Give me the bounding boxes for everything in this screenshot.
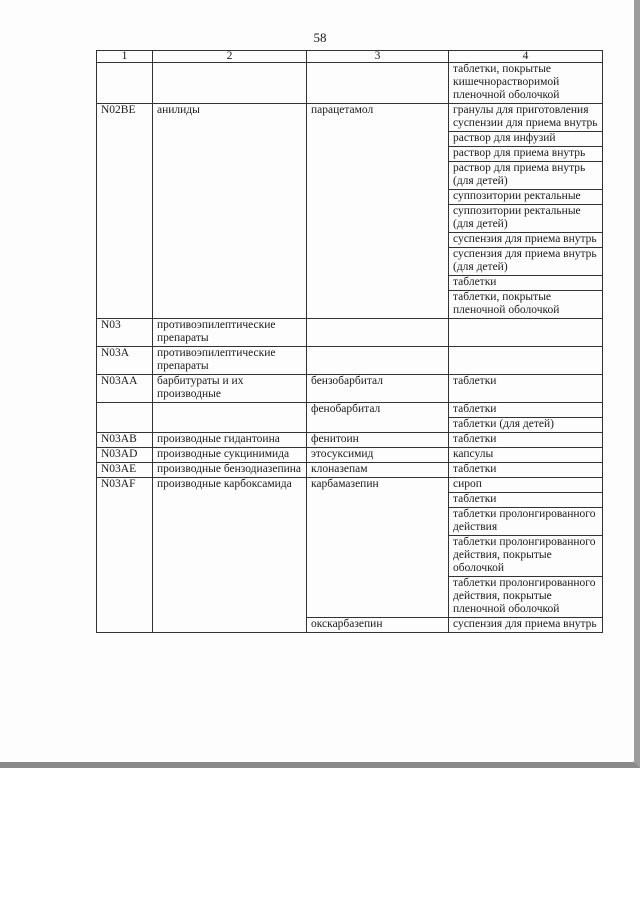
cell-code: N03AD [97, 448, 153, 463]
cell-drug: фенитоин [307, 433, 449, 448]
col-header-1: 1 [97, 51, 153, 63]
cell-form [449, 319, 603, 347]
cell-group: барбитураты и их производные [153, 375, 307, 403]
cell-form: капсулы [449, 448, 603, 463]
cell-form: раствор для приема внутрь (для детей) [449, 162, 603, 190]
col-header-2: 2 [153, 51, 307, 63]
cell-form: раствор для приема внутрь [449, 147, 603, 162]
table-row [97, 347, 603, 375]
cell-drug: бензобарбитал [307, 375, 449, 403]
table-row [97, 433, 603, 448]
table-row [97, 104, 603, 132]
drug-list-table [96, 50, 603, 633]
cell-group: производные гидантоина [153, 433, 307, 448]
cell-form: таблетки [449, 375, 603, 403]
cell-form: таблетки (для детей) [449, 418, 603, 433]
cell-form: суспензия для приема внутрь [449, 618, 603, 633]
cell-drug: клоназепам [307, 463, 449, 478]
table-row [97, 463, 603, 478]
cell-form: таблетки [449, 403, 603, 418]
cell-code: N03A [97, 347, 153, 375]
col-header-4: 4 [449, 51, 603, 63]
cell-group: анилиды [153, 104, 307, 319]
cell-group: производные бензодиазепина [153, 463, 307, 478]
cell-code: N03AB [97, 433, 153, 448]
cell-form: суппозитории ректальные [449, 190, 603, 205]
cell-drug: парацетамол [307, 104, 449, 319]
cell-group [153, 403, 307, 433]
cell-code [97, 63, 153, 104]
cell-form [449, 347, 603, 375]
col-header-3: 3 [307, 51, 449, 63]
cell-form: раствор для инфузий [449, 132, 603, 147]
cell-drug: окскарбазепин [307, 618, 449, 633]
cell-form: таблетки [449, 463, 603, 478]
cell-form: таблетки [449, 276, 603, 291]
cell-code: N03AA [97, 375, 153, 403]
cell-group: противоэпилептические препараты [153, 347, 307, 375]
cell-form: гранулы для приготовления суспензии для приема внутрь [449, 104, 603, 132]
cell-form: суппозитории ректальные (для детей) [449, 205, 603, 233]
cell-code: N02BE [97, 104, 153, 319]
cell-drug: фенобарбитал [307, 403, 449, 433]
cell-drug [307, 63, 449, 104]
cell-form: таблетки [449, 493, 603, 508]
cell-code [97, 403, 153, 433]
cell-drug: этосуксимид [307, 448, 449, 463]
cell-drug [307, 347, 449, 375]
cell-group [153, 63, 307, 104]
cell-code: N03AE [97, 463, 153, 478]
table-row [97, 403, 603, 418]
cell-form: таблетки пролонгированного действия, покрытые оболочкой [449, 536, 603, 577]
table-row [97, 63, 603, 104]
cell-code: N03 [97, 319, 153, 347]
table-row [97, 319, 603, 347]
cell-form: таблетки, покрытые пленочной оболочкой [449, 291, 603, 319]
table-row [97, 375, 603, 403]
cell-form: суспензия для приема внутрь [449, 233, 603, 248]
cell-form: таблетки [449, 433, 603, 448]
cell-form: таблетки, покрытые кишечнорастворимой пленочной оболочкой [449, 63, 603, 104]
table-row [97, 448, 603, 463]
table-row [97, 478, 603, 493]
cell-drug [307, 319, 449, 347]
page-number: 58 [313, 30, 327, 45]
cell-form: сироп [449, 478, 603, 493]
cell-group: противоэпилептические препараты [153, 319, 307, 347]
header-row [97, 51, 603, 63]
cell-form: таблетки пролонгированного действия, покрытые пленочной оболочкой [449, 577, 603, 618]
cell-group: производные карбоксамида [153, 478, 307, 633]
cell-form: таблетки пролонгированного действия [449, 508, 603, 536]
cell-drug: карбамазепин [307, 478, 449, 618]
cell-form: суспензия для приема внутрь (для детей) [449, 248, 603, 276]
cell-code: N03AF [97, 478, 153, 633]
cell-group: производные сукцинимида [153, 448, 307, 463]
